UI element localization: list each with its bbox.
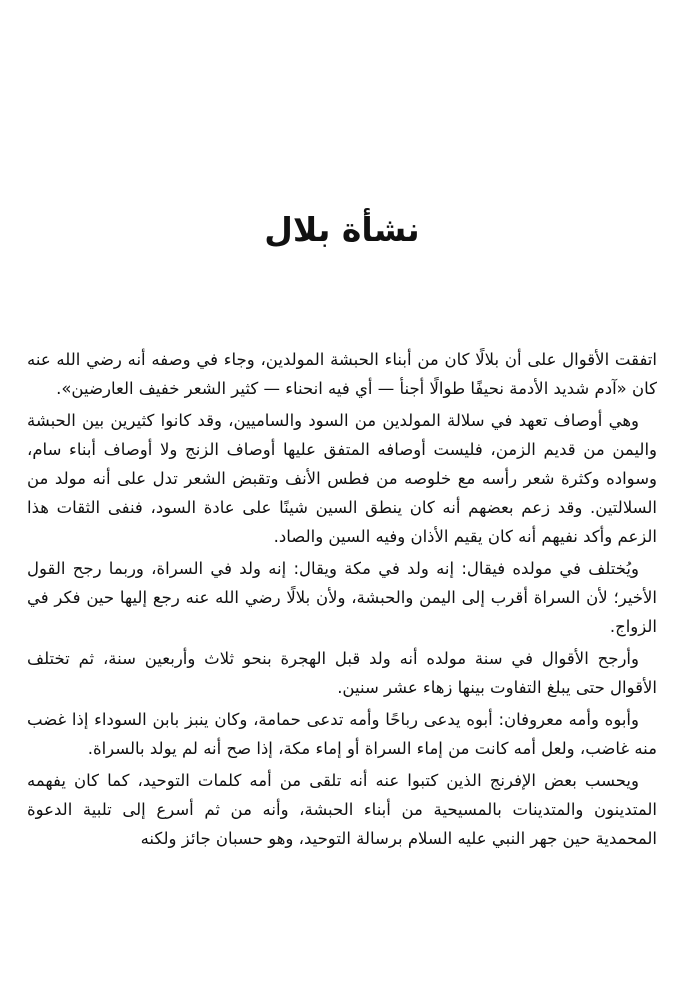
paragraph: وهي أوصاف تعهد في سلالة المولدين من السود والساميين، وقد كانوا كثيرين بين الحبشة واليمن من قديم الزمن، فليست أوصافه المتفق عليها أوصاف الزنج ولا أوصاف أبناء سام، وسواده وكثرة شعر رأسه مع خلوصه من فطس الأنف وتقبض الشعر تدل على أنه مولد من السلالتين. وقد زعم بعضهم أنه كان ينطق السين شينًا على عادة السود، فنفى الثقات هذا الزعم وأكد نفيهم أنه كان يقيم الأذان وفيه السين والصاد. xyxy=(27,411,657,546)
chapter-title: نشأة بلال xyxy=(264,210,420,249)
paragraph: ويُختلف في مولده فيقال: إنه ولد في مكة ويقال: إنه ولد في السراة، وربما رجح القول الأخير؛ لأن السراة أقرب إلى اليمن والحبشة، ولأن بلالًا رضي الله عنه رجع إليها حين فكر في الزواج. xyxy=(27,559,657,636)
paragraph: وأبوه وأمه معروفان: أبوه يدعى رباحًا وأمه تدعى حمامة، وكان ينبز بابن السوداء إذا غضب منه غاضب، ولعل أمه كانت من إماء السراة أو إماء مكة، إذا صح أنه لم يولد بالسراة. xyxy=(27,710,657,758)
paragraph: ويحسب بعض الإفرنج الذين كتبوا عنه أنه تلقى من أمه كلمات التوحيد، كما كان يفهمه المتدينون والمتدينات بالمسيحية من أبناء الحبشة، وأنه من ثم أسرع إلى تلبية الدعوة المحمدية حين جهر النبي عليه السلام برسالة التوحيد، وهو حسبان جائز ولكنه xyxy=(27,771,657,848)
chapter-body xyxy=(27,345,657,856)
paragraph: اتفقت الأقوال على أن بلالًا كان من أبناء الحبشة المولدين، وجاء في وصفه أنه رضي الله عنه كان «آدم شديد الأدمة نحيفًا طوالًا أجنأ — أي فيه انحناء — كثير الشعر خفيف العارضين». xyxy=(27,350,657,398)
paragraph: وأرجح الأقوال في سنة مولده أنه ولد قبل الهجرة بنحو ثلاث وأربعين سنة، ثم تختلف الأقوال حتى يبلغ التفاوت بينها زهاء عشر سنين. xyxy=(27,649,657,697)
